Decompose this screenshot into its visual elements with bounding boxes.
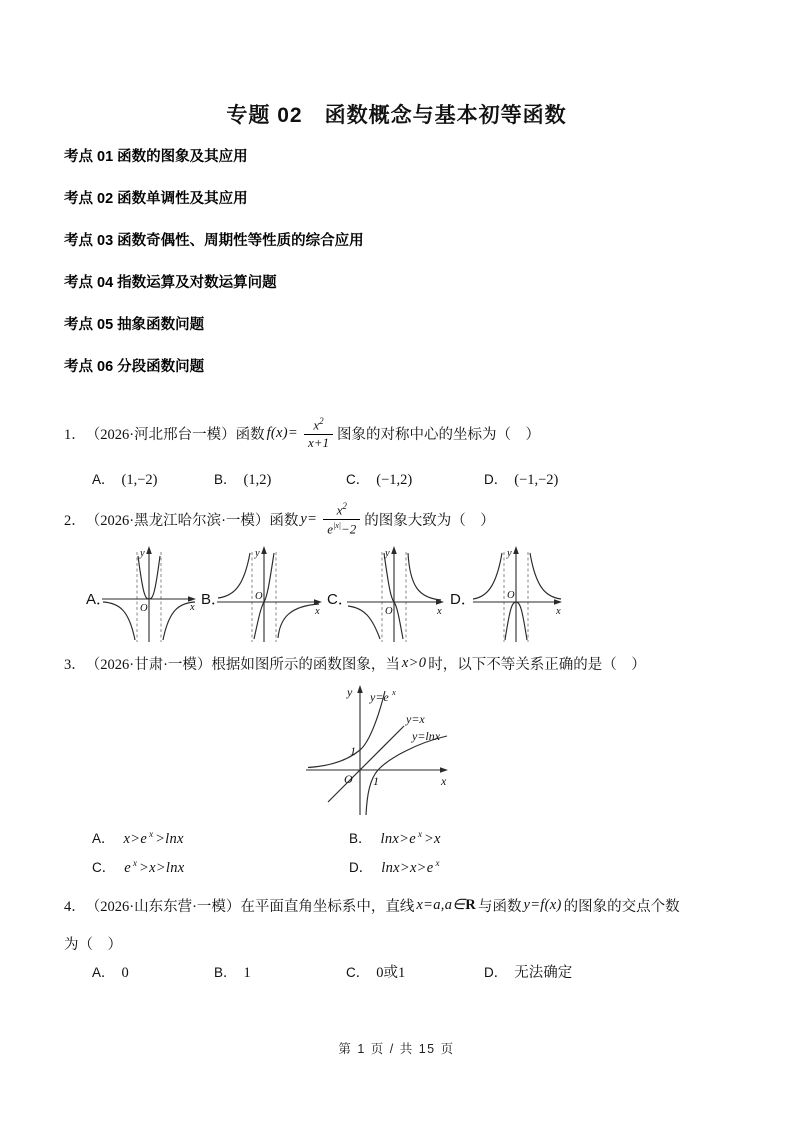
identity-line-label: y=x xyxy=(406,712,425,726)
y-axis-label: y xyxy=(347,685,353,699)
exp-curve-label-sup: x xyxy=(392,687,396,697)
y-tick-1: 1 xyxy=(350,744,356,758)
exp-curve-label: y=e xyxy=(370,690,389,704)
curve-identity-line xyxy=(328,726,404,802)
x-axis-label: x xyxy=(190,602,195,613)
q1-function-notation: f(x)= xyxy=(266,425,298,442)
q2-graph-d xyxy=(471,544,566,644)
origin-label: O xyxy=(140,603,148,614)
q3-function-graph xyxy=(300,682,530,817)
ln-curve-label: y=lnx xyxy=(412,729,441,743)
q1-fraction xyxy=(304,416,333,451)
page-title: 专题 02 函数概念与基本初等函数 xyxy=(226,104,567,127)
q3-option-c: C． e $^x$ >x>lnx xyxy=(92,858,185,876)
y-axis-label: y xyxy=(140,548,145,559)
q3-option-d: D． lnx>x>e $^x$ xyxy=(349,858,440,876)
question-2-stem xyxy=(64,501,495,538)
curve-right xyxy=(278,604,319,638)
q2-graph-a xyxy=(99,544,199,644)
question-3-outro: 时，以下不等关系正确的是（ ） xyxy=(428,657,646,673)
curve-left xyxy=(218,553,250,598)
question-3-figure xyxy=(300,682,530,822)
topic-item-05: 考点 05 抽象函数问题 xyxy=(64,317,205,333)
y-axis-arrow xyxy=(146,546,152,554)
q3-condition: x>0 xyxy=(401,655,427,671)
y-axis-arrow xyxy=(357,685,363,693)
q4-option-c: C． 0或1 xyxy=(346,965,406,981)
q1-fraction-denominator: x+1 xyxy=(307,435,330,451)
curve-right xyxy=(408,553,441,600)
question-4-number: 4． xyxy=(64,899,86,915)
question-1-options xyxy=(64,468,754,490)
q2-graph-label-a: A． xyxy=(86,591,112,608)
question-2-graph-options xyxy=(64,544,754,648)
topic-item-03: 考点 03 函数奇偶性、周期性等性质的综合应用 xyxy=(64,233,364,249)
q1-fraction-numerator: $x^2$ xyxy=(304,416,333,435)
q1-option-c: C． (−1,2) xyxy=(346,472,413,488)
q2-fraction xyxy=(323,501,360,538)
question-4-line-1 xyxy=(64,895,764,916)
question-4-mid: 与函数 xyxy=(477,899,522,915)
question-3-number: 3． xyxy=(64,657,86,673)
question-4-stem xyxy=(64,895,764,954)
question-1-stem xyxy=(64,416,540,451)
x-axis-arrow xyxy=(554,599,562,605)
q2-fraction-numerator: $x^2$ xyxy=(323,501,360,520)
curve-left xyxy=(103,602,135,640)
question-4-options xyxy=(64,961,754,983)
q2-graph-c xyxy=(344,544,448,644)
q2-graph-b xyxy=(214,544,326,644)
curve-left xyxy=(348,606,380,639)
question-3-intro: （2026·甘肃·一模）根据如图所示的函数图象，当 xyxy=(85,657,400,673)
x-tick-1: 1 xyxy=(373,774,379,788)
q1-option-d: D． (−1,−2) xyxy=(484,472,559,488)
y-axis-arrow xyxy=(261,546,267,554)
q2-fraction-denominator: $e^{|x|}-2$ xyxy=(327,521,357,537)
question-2-intro: （2026·黑龙江哈尔滨·一模）函数 xyxy=(85,512,299,529)
y-axis-arrow xyxy=(513,546,519,554)
q4-option-b: B． 1 xyxy=(214,965,251,981)
topic-item-02: 考点 02 函数单调性及其应用 xyxy=(64,191,248,207)
question-2-outro: 的图象大致为（ ） xyxy=(364,512,495,529)
q4-line-equation: x=a,a∈R xyxy=(416,897,476,913)
origin-label: O xyxy=(507,590,515,601)
q2-graph-label-b: B． xyxy=(201,591,227,608)
x-axis-label: x xyxy=(315,606,320,617)
y-axis-label: y xyxy=(507,548,512,559)
x-axis-label: x xyxy=(441,774,447,788)
x-axis-label: x xyxy=(437,606,442,617)
origin-label: O xyxy=(385,606,393,617)
q1-option-b: B． (1,2) xyxy=(214,472,272,488)
q2-graph-label-c: C． xyxy=(327,591,353,608)
y-axis-label: y xyxy=(385,548,390,559)
question-4-line-2: 为（ ） xyxy=(64,937,122,953)
q4-option-d: D． 无法确定 xyxy=(484,965,573,981)
topic-item-04: 考点 04 指数运算及对数运算问题 xyxy=(64,275,277,291)
q2-graph-label-d: D． xyxy=(450,591,476,608)
x-axis-label: x xyxy=(556,606,561,617)
real-number-set-symbol: R xyxy=(465,897,476,913)
curve-right xyxy=(530,553,561,599)
q4-option-a: A． 0 xyxy=(92,965,129,981)
topic-list xyxy=(64,149,364,401)
question-2-number: 2． xyxy=(64,512,86,529)
y-axis-label: y xyxy=(255,548,260,559)
q3-options-row-2 xyxy=(64,856,754,885)
origin-label: O xyxy=(344,772,353,786)
origin-label: O xyxy=(255,591,263,602)
x-axis-arrow xyxy=(188,596,196,602)
curve-left xyxy=(473,553,502,599)
question-4-outro: 的图象的交点个数 xyxy=(563,899,680,915)
q4-function-notation: y=f(x) xyxy=(523,897,562,913)
y-axis-arrow xyxy=(391,546,397,554)
q1-option-a: A． (1,−2) xyxy=(92,472,158,488)
q3-option-b: B． lnx>e $^x$ >x xyxy=(349,829,441,847)
topic-item-06: 考点 06 分段函数问题 xyxy=(64,359,205,375)
page-footer: 第 1 页 / 共 15 页 xyxy=(338,1042,455,1056)
question-1-number: 1． xyxy=(64,427,86,444)
q3-options-row-1 xyxy=(64,827,754,856)
question-3-stem xyxy=(64,653,646,674)
topic-item-01: 考点 01 函数的图象及其应用 xyxy=(64,149,248,165)
question-3-options xyxy=(64,827,754,885)
question-4-intro: （2026·山东东营·一模）在平面直角坐标系中，直线 xyxy=(85,899,415,915)
q3-option-a: A． x>e $^x$ >lnx xyxy=(92,829,184,847)
question-1-intro: （2026·河北邢台一模）函数 xyxy=(85,427,265,444)
q2-function-notation: y= xyxy=(300,510,318,527)
question-1-outro: 图象的对称中心的坐标为（ ） xyxy=(337,427,541,444)
x-axis-arrow xyxy=(440,767,448,773)
